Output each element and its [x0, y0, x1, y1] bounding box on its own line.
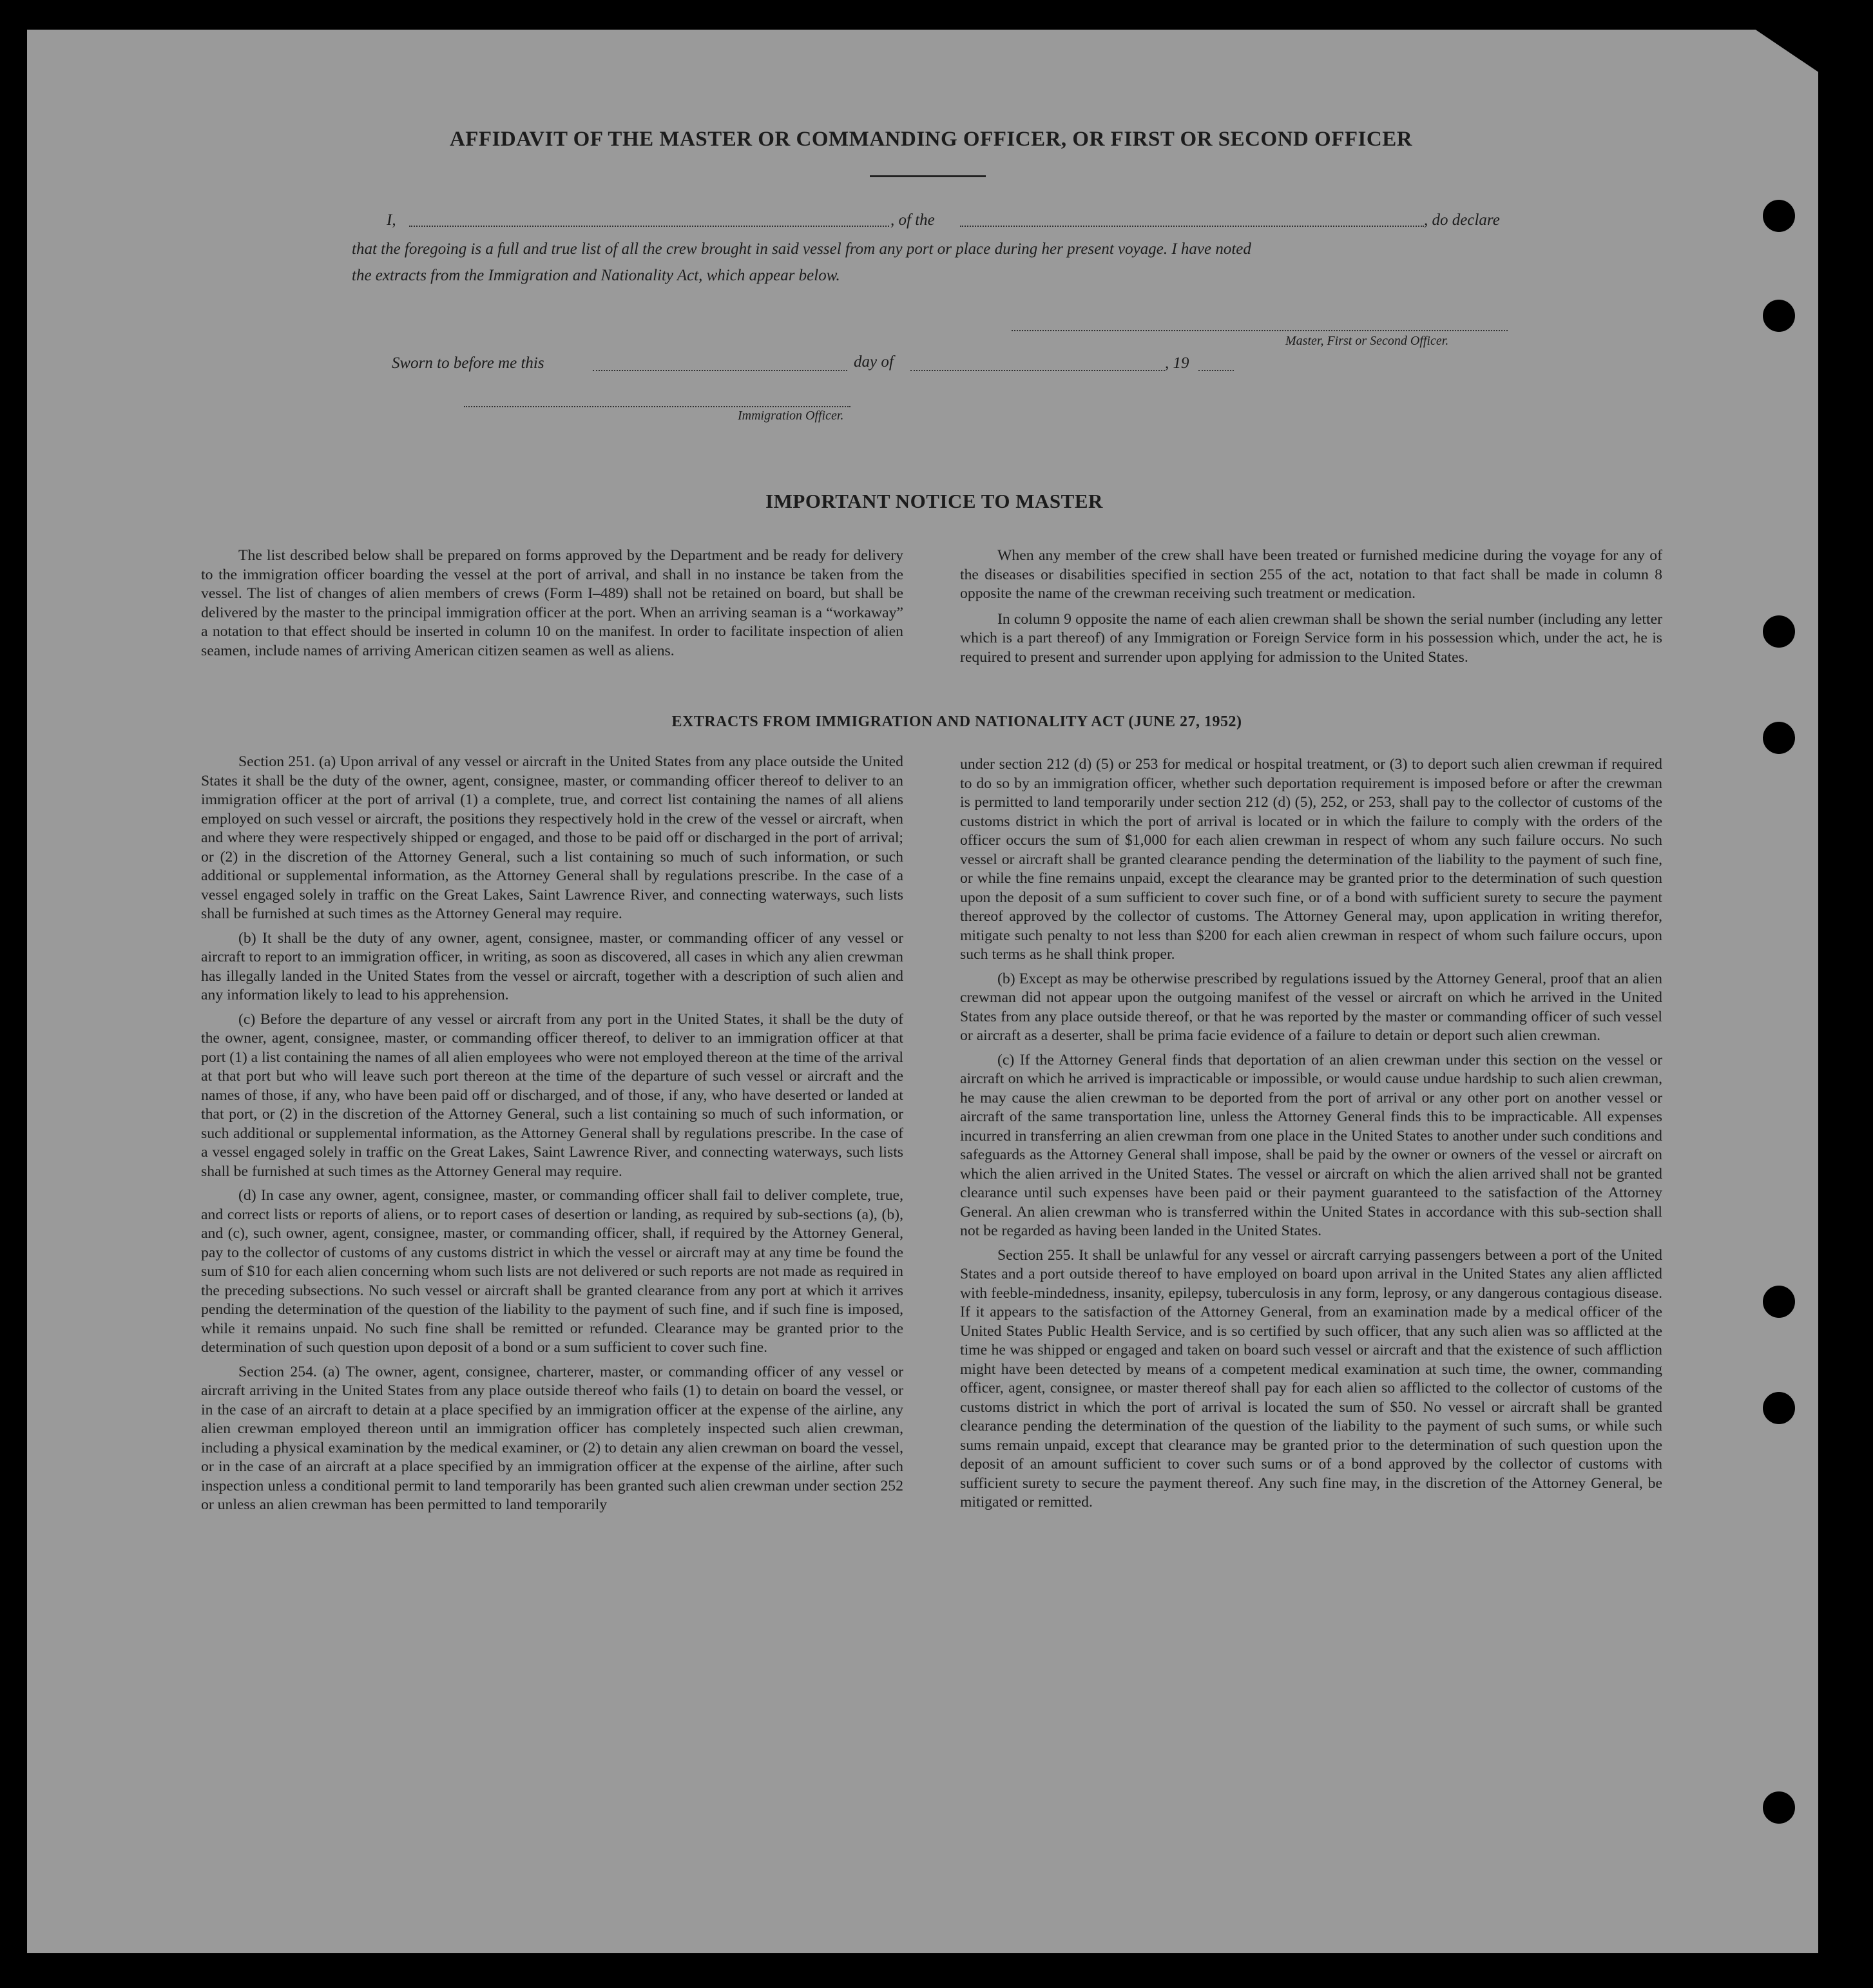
extracts-title: EXTRACTS FROM IMMIGRATION AND NATIONALITY ACT (JUNE 27, 1952) [671, 713, 1242, 730]
sworn-year-blank [1198, 370, 1234, 371]
sworn-day-of: day of [854, 353, 894, 371]
affidavit-of-the: , of the [890, 211, 935, 229]
section-paragraph: Section 255. It shall be unlawful for any vessel or aircraft carrying passengers between a port of the United States and a port outside thereof to have employed on board upon arrival in the United States any alien afflicted with feeble-mindedness, insanity, epilepsy, tuberculosis in any form, leprosy, or any dangerous contagious disease. If it appears to the satisfaction of the Attorney General, from an examination made by a medical officer of the United States Public Health Service, and is so certified by such officer, that any such alien was so afflicted at the time he was shipped or engaged and taken on board such vessel or aircraft and that the existence of such affliction might have been detected by means of a competent medical examination at such time, the owner, commanding officer, agent, consignee, or master thereof shall pay for each alien so afflicted to the collector of customs of the customs district in which the port of arrival is located the sum of $50. No vessel or aircraft shall be granted clearance pending the determination of the question of the liability to the payment of such sums, or while such sums remain unpaid, except that clearance may be granted prior to the determination of such question upon the deposit of an amount sufficient to cover such sums or of a bond approved by the collector of customs with sufficient surety to secure the payment thereof. Any such fine may, in the discretion of the Attorney General, be mitigated or remitted. [960, 1246, 1662, 1510]
punch-hole [1763, 200, 1795, 232]
section-paragraph: Section 254. (a) The owner, agent, consignee, charterer, master, or commanding officer of any vessel or aircraft arriving in the United States from any place outside thereof who fails (1) to detain on board the vessel, or in the case of an aircraft to detain at a place specified by an immigration officer at the expense of the airline, any alien crewman employed thereon until an immigration officer has completely inspected such alien crewman, including a physical examination by the medical examiner, or (2) to detain any alien crewman on board the vessel, or in the case of an aircraft at a place specified by an immigration officer at the expense of the airline, after such inspection unless a conditional permit to land temporarily has been granted such alien crewman under section 252 or unless an alien crewman has been permitted to land temporarily [201, 1363, 903, 1513]
section-paragraph: (b) Except as may be otherwise prescribed by regulations issued by the Attorney General, proof that an alien crewman did not appear upon the outgoing manifest of the vessel or aircraft on which he arrived in the United States from any place outside thereof, or that he was reported by the master or commanding officer of such vessel or aircraft as a deserter, shall be prima facie evidence of a failure to detain or deport such alien crewman. [960, 970, 1662, 1044]
sworn-year: , 19 [1165, 354, 1189, 372]
affidavit-i: I, [387, 211, 396, 229]
punch-hole [1763, 1286, 1795, 1318]
punch-hole [1763, 300, 1795, 332]
vessel-blank [960, 226, 1424, 227]
section-paragraph: under section 212 (d) (5) or 253 for medical or hospital treatment, or (3) to deport such alien crewman if required to do so by an immigration officer, whether such deportation requirement is imposed before or after the crewman is permitted to land temporarily under section 212 (d) (5), 252, or 253, shall pay to the collector of customs of the customs district in which the port of arrival is located or in which the failure to comply with the orders of the officer occurs the sum of $1,000 for each alien crewman in respect of whom any such failure occurs. No such vessel or aircraft shall be granted clearance pending the determination of the liability to the payment of such fine, or while the fine remains unpaid, except the clearance may be granted prior to the determination of such question upon the deposit of a sum sufficient to cover such fine, or of a bond with sufficient surety to secure the payment thereof approved by the collector of customs. The Attorney General may, upon application in writing therefor, mitigate such penalty to not less than $200 for each alien crewman in respect of whom such failure occurs, upon such terms as he shall think proper. [960, 756, 1662, 963]
affidavit-title: AFFIDAVIT OF THE MASTER OR COMMANDING OFFICER, OR FIRST OR SECOND OFFICER [449, 128, 1413, 151]
affidavit-statement: that the foregoing is a full and true list of all the crew brought in said vessel from any port or place during her present voyage. I have noted [352, 240, 1251, 258]
section-paragraph: Section 251. (a) Upon arrival of any vessel or aircraft in the United States from any place outside the United States it shall be the duty of the owner, agent, consignee, master, or commanding officer thereof to deliver to an immigration officer at the port of arrival (1) a complete, true, and correct list containing the names of all aliens employed on such vessel or aircraft, the positions they respectively hold in the crew of the vessel or aircraft, when and where they were respectively shipped or engaged, and those to be paid off or discharged in the port of arrival; or (2) in the discretion of the Attorney General, such a list containing so much of such information, or such additional or supplemental information, as the Attorney General shall by regulations prescribe. In the case of a vessel engaged solely in traffic on the Great Lakes, Saint Lawrence River, and connecting waterways, such lists shall be furnished at such times as the Attorney General may require. [201, 753, 903, 922]
notice-left-column [201, 546, 903, 666]
extracts-right-column [960, 755, 1662, 1518]
title-divider [870, 175, 986, 177]
sworn-day-blank [593, 370, 847, 371]
notice-paragraph: In column 9 opposite the name of each alien crewman shall be shown the serial number (including any letter which is a part thereof) of any Immigration or Foreign Service form in his possession which, under the act, he is required to present and surrender upon applying for admission to the United States. [960, 610, 1662, 666]
extracts-left-column [201, 753, 903, 1520]
section-paragraph: (b) It shall be the duty of any owner, agent, consignee, master, or commanding officer of any vessel or aircraft to report to an immigration officer, in writing, as soon as discovered, all cases in which any alien crewman has illegally landed in the United States from the vessel or aircraft, together with a description of such alien and any information likely to lead to his apprehension. [201, 929, 903, 1003]
punch-hole [1763, 1791, 1795, 1824]
notice-paragraph: The list described below shall be prepared on forms approved by the Department and be ready for delivery to the immigration officer boarding the vessel at the port of arrival, and shall in no instance be taken from the vessel. The list of changes of alien members of crews (Form I–489) shall not be retained on board, but shall be delivered by the master to the principal immigration officer at the port. When an arriving seaman is a “workaway” a notation to that effect should be inserted in column 10 on the manifest. In order to facilitate inspection of alien seamen, include names of arriving American citizen seamen as well as aliens. [201, 547, 903, 659]
affidavit-statement-2: the extracts from the Immigration and Nationality Act, which appear below. [352, 267, 840, 284]
officer-signature-label: Immigration Officer. [738, 409, 844, 423]
notice-paragraph: When any member of the crew shall have been treated or furnished medicine during the voyage for any of the diseases or disabilities specified in section 255 of the act, notation to that fact shall be made in column 8 opposite the name of the crewman receiving such treatment or medication. [960, 547, 1662, 602]
officer-signature-line [464, 406, 850, 407]
master-signature-line [1012, 330, 1508, 331]
punch-hole [1763, 615, 1795, 648]
master-signature-label: Master, First or Second Officer. [1285, 334, 1449, 348]
punch-hole [1763, 722, 1795, 754]
notice-title: IMPORTANT NOTICE TO MASTER [765, 490, 1103, 512]
section-paragraph: (c) If the Attorney General finds that deportation of an alien crewman under this section on the vessel or aircraft on which he arrived is impracticable or impossible, or would cause undue hardship to such alien crewman, he may cause the alien crewman to be deported from the port of arrival or any other port on another vessel or aircraft of the same transportation line, unless the Attorney General finds this to be impracticable. All expenses incurred in transferring an alien crewman from one place in the United States to another under such conditions and safeguards as the Attorney General shall impose, shall be paid by the owner or owners of the vessel or aircraft on which the alien arrived in the United States. The vessel or aircraft on which the alien arrived shall not be granted clearance until such expenses have been paid or their payment guaranteed to the satisfaction of the Attorney General. An alien crewman who is transferred within the United States in accordance with this sub-section shall not be regarded as having been landed in the United States. [960, 1051, 1662, 1239]
sworn-prefix: Sworn to before me this [392, 354, 544, 372]
punch-hole [1763, 1392, 1795, 1424]
name-blank [409, 226, 889, 227]
affidavit-declare: , do declare [1424, 211, 1500, 229]
sworn-month-blank [910, 370, 1165, 371]
notice-right-column [960, 546, 1662, 672]
section-paragraph: (c) Before the departure of any vessel or aircraft from any port in the United States, it shall be the duty of the owner, agent, consignee, master, or commanding officer thereof, to deliver to an immigration officer at that port (1) a list containing the names of all alien employees who were not employed thereon at the time of the arrival at that port but who will leave such port thereon at the time of the departure of such vessel or aircraft and the names of those, if any, who have been paid off or discharged, and of those, if any, who have deserted or landed at that port, or (2) in the discretion of the Attorney General, such a list containing so much of such information, or such additional or supplemental information, as the Attorney General shall by regulations prescribe. In the case of a vessel engaged solely in traffic on the Great Lakes, Saint Lawrence River, and connecting waterways, such lists shall be furnished at such times as the Attorney General may require. [201, 1010, 903, 1180]
section-paragraph: (d) In case any owner, agent, consignee, master, or commanding officer shall fail to deliver complete, true, and correct lists or reports of aliens, or to report cases of desertion or landing, as required by sub-sections (a), (b), and (c), such owner, agent, consignee, master, or commanding officer, shall, if required by the Attorney General, pay to the collector of customs of any customs district in which the vessel or aircraft may at any time be found the sum of $10 for each alien concerning whom such lists are not delivered or such reports are not made as required in the preceding subsections. No such vessel or aircraft shall be granted clearance from any port at which it arrives pending the determination of the question of the liability to the payment of such fine, and if such fine is imposed, while it remains unpaid. No such fine shall be remitted or refunded. Clearance may be granted prior to the determination of such question upon deposit of a bond or a sum sufficient to cover such fine. [201, 1187, 903, 1356]
